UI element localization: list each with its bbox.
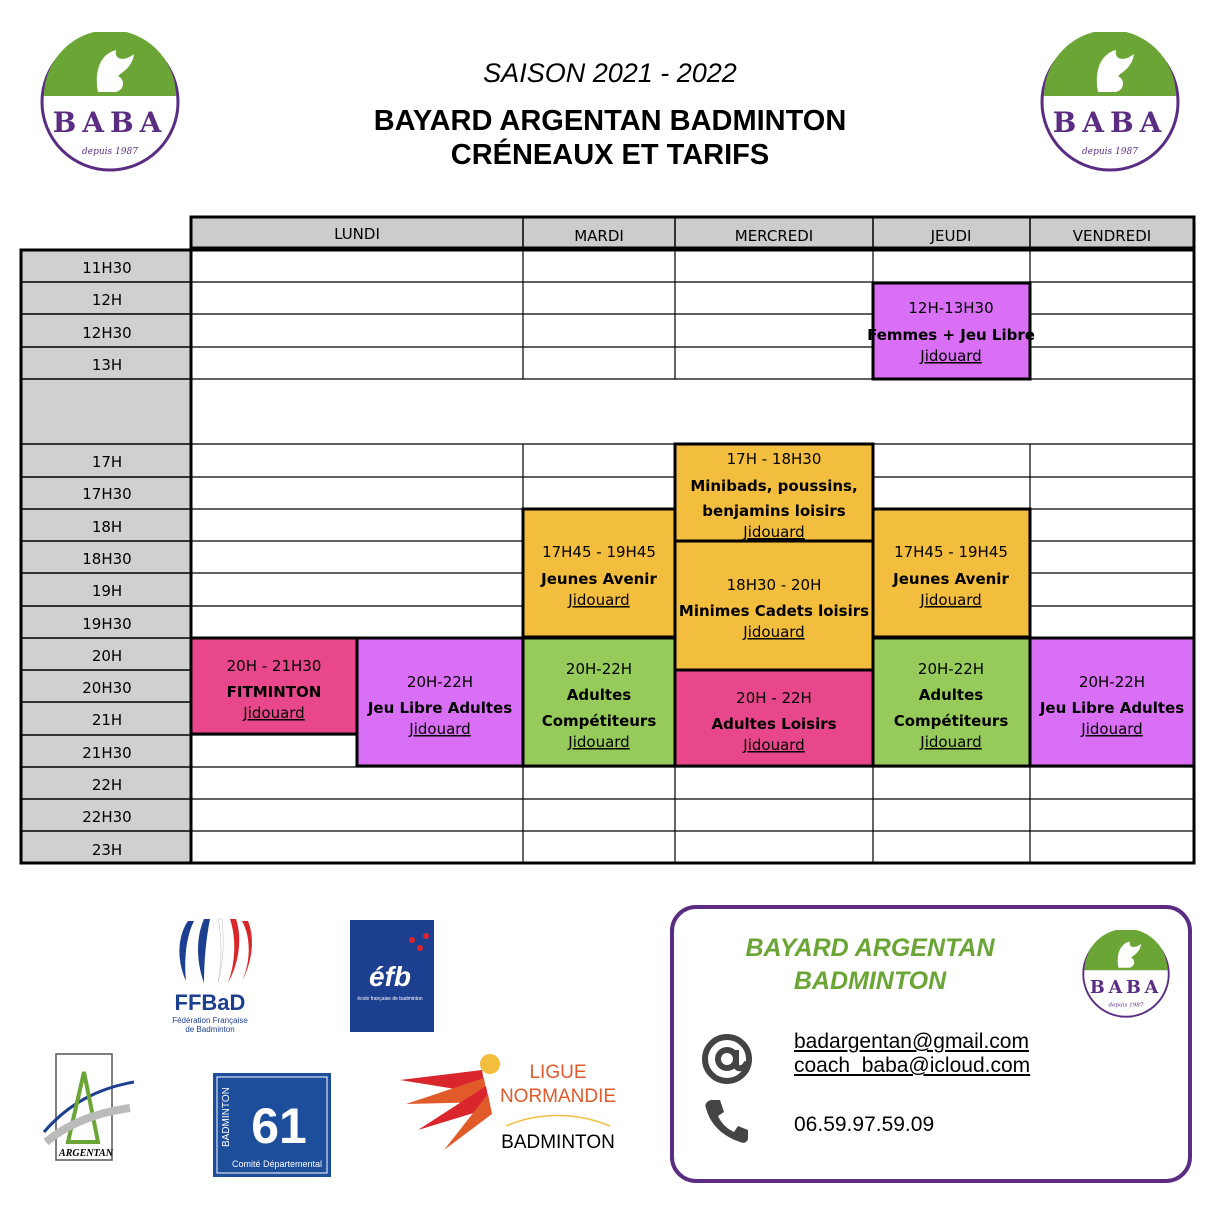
ligue-normandie-logo <box>398 1050 616 1162</box>
slot-name: Adultes <box>918 686 984 704</box>
club-line: BADMINTON <box>793 967 947 995</box>
slot-name: FITMINTON <box>226 683 322 701</box>
slot-name: Jeu Libre Adultes <box>367 699 513 717</box>
slot-jeudi-jeunes <box>873 509 1030 637</box>
slot-time: 20H - 22H <box>736 689 812 707</box>
logo-tagline: depuis 1987 <box>1082 147 1138 157</box>
slot-time: 18H30 - 20H <box>726 576 822 594</box>
club-title: BAYARD ARGENTAN BADMINTON <box>373 105 847 137</box>
slot-place: Jidouard <box>1081 720 1143 738</box>
logo-tagline: depuis 1987 <box>82 147 138 157</box>
slot-place: Jidouard <box>243 704 305 722</box>
slot-jeudi-midi <box>867 283 1035 379</box>
time-label: 13H <box>91 356 123 374</box>
time-label: 22H <box>91 776 123 794</box>
time-label: 12H30 <box>82 324 132 342</box>
contact-club-name <box>700 932 1040 998</box>
time-label: 17H <box>91 453 123 471</box>
time-label: 21H <box>91 711 123 729</box>
time-label: 19H <box>91 582 123 600</box>
baba-logo-small <box>1082 930 1170 1018</box>
slot-place: Jidouard <box>920 347 982 365</box>
slot-name: Jeu Libre Adultes <box>1039 699 1185 717</box>
argentan-logo <box>40 1052 136 1164</box>
slot-place: Jidouard <box>409 720 471 738</box>
subtitle: CRÉNEAUX ET TARIFS <box>450 139 770 171</box>
time-label: 18H <box>91 518 123 536</box>
time-label: 17H30 <box>82 485 132 503</box>
slot-name: Compétiteurs <box>541 712 657 730</box>
logo-text: BABA <box>1089 976 1163 998</box>
ffbad-caption: Fédération Française <box>172 1016 248 1025</box>
cd61-number: 61 <box>251 1098 307 1154</box>
slot-mercredi-minibads <box>675 444 873 541</box>
slot-mercredi-minimes <box>675 541 873 670</box>
ligue-line: BADMINTON <box>501 1132 615 1153</box>
slot-time: 20H-22H <box>406 673 474 691</box>
slot-place: Jidouard <box>743 523 805 541</box>
logo-text: BABA <box>1052 106 1168 139</box>
time-label: 20H <box>91 647 123 665</box>
season-title: SAISON 2021 - 2022 <box>483 58 737 88</box>
slot-name: Jeunes Avenir <box>893 570 1009 588</box>
slot-place: Jidouard <box>568 733 630 751</box>
time-label: 18H30 <box>82 550 132 568</box>
slot-time: 20H - 21H30 <box>226 657 322 675</box>
contact-emails <box>794 1030 1030 1078</box>
slot-place: Jidouard <box>743 736 805 754</box>
slot-jeudi-competiteurs <box>873 638 1030 766</box>
email-link[interactable]: coach_baba@icloud.com <box>794 1054 1031 1077</box>
ligue-line: LIGUE <box>529 1062 587 1083</box>
argentan-name: ARGENTAN <box>59 1148 113 1159</box>
efb-logo <box>350 920 434 1032</box>
time-label: 12H <box>91 291 123 309</box>
slot-mardi-jeunes <box>523 509 675 637</box>
ligue-line: NORMANDIE <box>499 1086 616 1107</box>
ffbad-name: FFBaD <box>174 990 246 1015</box>
cd61-vertical: BADMINTON <box>221 1087 232 1147</box>
slot-name: Adultes <box>566 686 632 704</box>
contact-phone[interactable]: 06.59.97.59.09 <box>794 1113 935 1136</box>
day-vendredi: VENDREDI <box>1072 227 1152 245</box>
efb-caption: école française de badminton <box>357 996 423 1002</box>
slot-time: 20H-22H <box>1078 673 1146 691</box>
time-label: 11H30 <box>82 259 132 277</box>
slot-lundi-fitminton <box>191 638 357 734</box>
day-jeudi: JEUDI <box>930 227 972 245</box>
logo-text: BABA <box>52 106 168 139</box>
slot-mardi-competiteurs <box>523 638 675 766</box>
club-line: BAYARD ARGENTAN <box>745 934 995 962</box>
day-mercredi: MERCREDI <box>734 227 814 245</box>
time-label: 20H30 <box>82 679 132 697</box>
day-lundi: LUNDI <box>334 225 380 243</box>
email-link[interactable]: badargentan@gmail.com <box>794 1030 1029 1053</box>
time-label: 19H30 <box>82 615 132 633</box>
slot-name: Minimes Cadets loisirs <box>678 602 870 620</box>
cd61-logo <box>213 1073 331 1177</box>
cd61-caption: Comité Départemental <box>231 1159 323 1169</box>
slot-place: Jidouard <box>920 733 982 751</box>
email-icon <box>700 1032 754 1086</box>
slot-name: Compétiteurs <box>893 712 1009 730</box>
slot-name: benjamins loisirs <box>702 502 846 520</box>
ffbad-logo <box>160 915 270 1035</box>
slot-time: 12H-13H30 <box>908 299 994 317</box>
slot-time: 20H-22H <box>565 660 633 678</box>
phone-icon <box>704 1098 750 1144</box>
slot-name: Jeunes Avenir <box>541 570 657 588</box>
slot-place: Jidouard <box>568 591 630 609</box>
slot-name: Adultes Loisirs <box>711 715 837 733</box>
day-mardi: MARDI <box>574 227 624 245</box>
slot-name: Minibads, poussins, <box>690 477 858 495</box>
slot-time: 17H - 18H30 <box>726 450 822 468</box>
slot-time: 17H45 - 19H45 <box>542 543 656 561</box>
slot-name: Femmes + Jeu Libre <box>867 326 1035 344</box>
time-label: 21H30 <box>82 744 132 762</box>
slot-place: Jidouard <box>920 591 982 609</box>
slot-vendredi-libre <box>1030 638 1194 766</box>
efb-name: éfb <box>369 961 411 992</box>
slot-time: 20H-22H <box>917 660 985 678</box>
slot-lundi-libre <box>357 638 523 766</box>
logo-tagline: depuis 1987 <box>1108 1002 1144 1009</box>
time-label: 22H30 <box>82 808 132 826</box>
time-label: 23H <box>91 841 123 859</box>
ffbad-caption: de Badminton <box>185 1025 235 1034</box>
slot-place: Jidouard <box>743 623 805 641</box>
slot-mercredi-loisirs <box>675 670 873 766</box>
slot-time: 17H45 - 19H45 <box>894 543 1008 561</box>
